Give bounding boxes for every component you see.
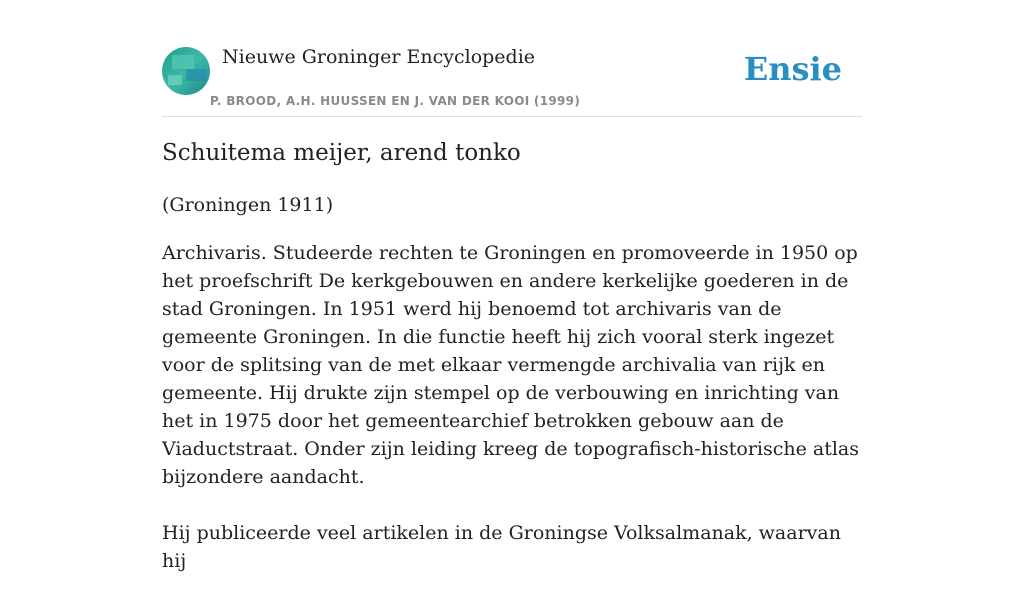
brand-logo[interactable]: Ensie (743, 50, 842, 88)
paragraph: Hij publiceerde veel artikelen in de Groningse Volksalmanak, waarvan hij (162, 522, 841, 572)
paragraph: Archivaris. Studeerde rechten te Groningen en promoveerde in 1950 op het proefschrift De kerkgebouwen en andere kerkelijke goederen in de stad Groningen. In 1951 werd hij benoemd tot archivaris van de gemeente Groningen. In die functie heeft hij zich vooral sterk ingezet voor de splitsing van de met elkaar vermengde archivalia van rijk en gemeente. Hij drukte zijn stempel op de verbouwing en inrichting van het in 1975 door het gemeentearchief betrokken gebouw aan de Viaductstraat. Onder zijn leiding kreeg de topografisch-historische atlas bijzondere aandacht. (162, 242, 860, 488)
publication-title[interactable]: Nieuwe Groninger Encyclopedie (222, 46, 536, 68)
publication-authors: P. BROOD, A.H. HUUSSEN EN J. VAN DER KOOI (1999) (210, 94, 581, 108)
entry-body (162, 239, 862, 603)
entry-title: Schuitema meijer, arend tonko (162, 140, 521, 166)
publication-logo[interactable] (162, 47, 210, 95)
header (162, 0, 862, 117)
page-content (162, 0, 862, 572)
entry-subtitle: (Groningen 1911) (162, 194, 334, 216)
